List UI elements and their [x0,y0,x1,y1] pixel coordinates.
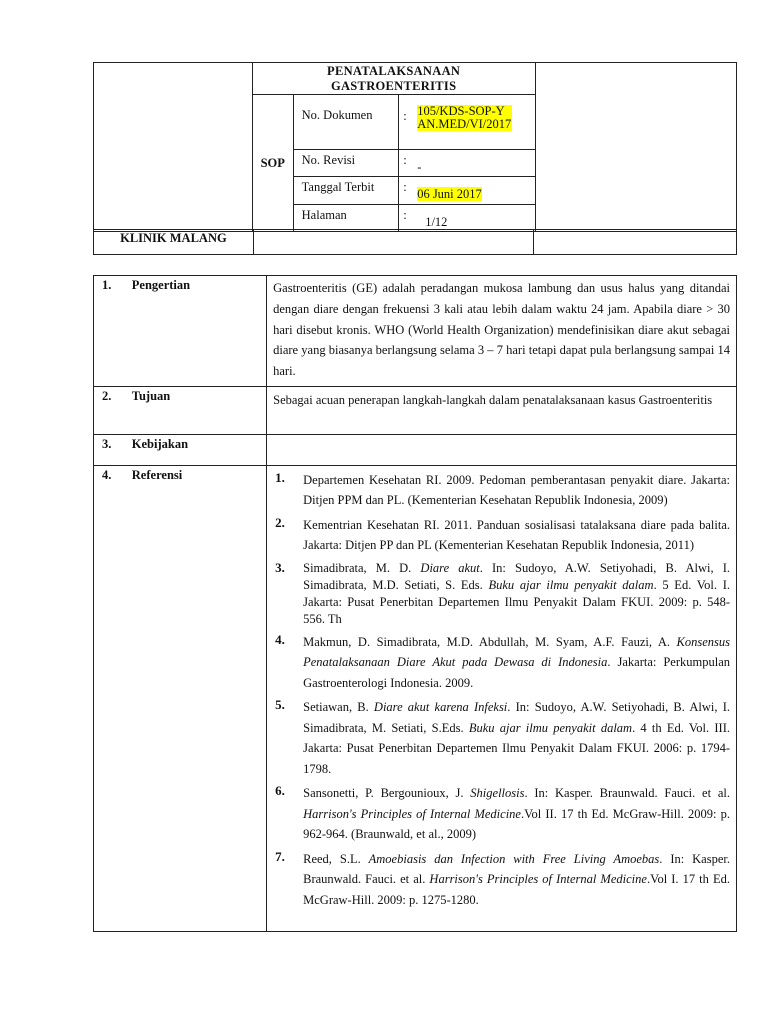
section-number: 1. [94,276,126,387]
section-number: 2. [94,386,126,434]
field-label-halaman: Halaman [293,205,399,232]
section-title-pengertian: Pengertian [126,276,267,387]
reference-text [303,560,730,628]
ref-part: Setiawan, B. [303,700,374,715]
ref-italic: Buku ajar ilmu penyakit dalam [488,577,654,592]
ref-part: Sansonetti, P. Bergounioux, J. [303,786,471,801]
field-label-dokumen: No. Dokumen [293,95,399,150]
ref-part: Kementrian Kesehatan RI. 2011. Panduan sosialisasi tatalaksana diare pada balita. Jakarta: Ditjen PP dan PL (Kementerian Kesehatan Republik Indonesia, 2011) [303,517,730,553]
reference-item [273,849,730,911]
section-title-kebijakan: Kebijakan [126,434,267,465]
reference-text [303,783,730,845]
section-text-tujuan: Sebagai acuan penerapan langkah-langkah dalam penatalaksanaan kasus Gastroenteritis [267,386,737,434]
sop-content-table [93,275,737,932]
ref-part: . 4 th Ed. Vol. III. Jakarta: Pusat Penerbitan Departemen Ilmu Penyakit Dalam FKUI. 2006: p. 1794-1798. [303,720,730,776]
ref-part: . In: Sudoyo, A.W. Setiyohadi, B. Alwi, I. Simadibrata, M. Setiati, S.Eds. [303,700,730,735]
ref-part: Simadibrata, M. D. [303,560,421,575]
ref-part: Reed, S.L. [303,851,369,866]
reference-number: 5. [275,697,285,713]
signature-area [535,63,737,232]
ref-part: . 5 Ed. Vol. I. Jakarta: Pusat Penerbitan Departemen Ilmu Penyakit Dalam FKUI. 2009: p. 548-556. Th [303,577,731,626]
section-number: 3. [94,434,126,465]
reference-text [303,849,730,911]
document-title [252,63,535,95]
reference-item [273,632,730,694]
ref-italic: Amoebiasis dan Infection with Free Living Amoebas [368,851,660,866]
section-text-kebijakan [267,434,737,465]
section-number: 4. [94,465,126,931]
field-value-halaman: 1/12 [417,205,535,232]
ref-part: .Vol I. 17 th Ed. McGraw-Hill. 2009: p. 1275-1280. [303,872,730,907]
logo-area [94,63,253,232]
ref-italic: Diare akut [420,560,480,575]
document-header-table [93,62,737,232]
field-colon: : [399,150,417,177]
ref-part: .Vol II. 17 th Ed. McGraw-Hill. 2009: p. 962-964. (Braunwald, et al., 2009) [303,806,730,842]
ref-italic: Harrison's Principles of Internal Medicine [303,806,521,821]
field-value-revisi: - [417,150,535,177]
klinik-empty-cell-right [534,230,737,255]
reference-number: 4. [275,631,285,647]
field-value-tanggal [417,177,535,205]
field-label-revisi: No. Revisi [293,150,399,177]
reference-item [273,697,730,779]
field-label-tanggal: Tanggal Terbit [293,177,399,205]
ref-italic: Konsensus Penatalaksanaan Diare Akut pada Dewasa di Indonesia [303,634,730,670]
reference-list [267,465,737,931]
ref-part: . In: Kasper. Braunwald. Fauci. et al. [303,851,730,887]
reference-number: 3. [275,559,285,575]
field-colon: : [399,95,417,150]
reference-number: 1. [275,469,285,485]
ref-part: . In: Sudoyo, A.W. Setiyohadi, B. Alwi, I. Simadibrata, M.D. Setiati, S. Eds. [303,560,730,592]
field-colon: : [399,205,417,232]
ref-italic: Diare akut karena Infeksi [373,700,508,715]
klinik-row-table [93,229,737,255]
reference-text [303,697,730,779]
klinik-name: KLINIK MALANG [94,230,254,255]
highlighted-doc-number: 105/KDS-SOP-YAN.MED/VI/2017 [417,104,512,131]
reference-number: 2. [275,514,285,530]
reference-number: 6. [275,783,285,799]
field-value-dokumen [417,95,535,150]
field-colon: : [399,177,417,205]
section-text-pengertian: Gastroenteritis (GE) adalah peradangan mukosa lambung dan usus halus yang ditandai dengan diare dengan frekuensi 3 kali atau lebih dalam waktu 24 jam. Apabila diare > 30 hari disebut kronis. WHO (World Health Organization) mendefinisikan diare akut sebagai diare yang biasanya berlangsung selama 3 – 7 hari tetapi dapat pula berlangsung sampai 14 hari. [267,276,737,387]
ref-italic: Harrison's Principles of Internal Medicine [429,872,647,887]
reference-text [303,632,730,694]
reference-number: 7. [275,848,285,864]
ref-italic: Shigellosis [470,786,525,801]
ref-part: . Jakarta: Perkumpulan Gastroenterologi Indonesia. 2009. [303,655,730,690]
section-title-tujuan: Tujuan [126,386,267,434]
reference-item [273,515,730,556]
section-title-referensi: Referensi [126,465,267,931]
sop-label: SOP [252,95,293,232]
title-line-2: GASTROENTERITIS [330,79,457,93]
ref-italic: Buku ajar ilmu penyakit dalam [468,720,633,735]
ref-part: Makmun, D. Simadibrata, M.D. Abdullah, M. Syam, A.F. Fauzi, A. [303,634,677,649]
title-line-1: PENATALAKSANAAN [327,64,461,78]
reference-item [273,783,730,845]
ref-part: . In: Kasper. Braunwald. Fauci. et al. [524,786,730,801]
reference-text [303,470,730,511]
highlighted-date: 06 Juni 2017 [417,187,482,201]
reference-text [303,515,730,556]
klinik-empty-cell [253,230,534,255]
reference-item [273,560,730,628]
ref-part: Departemen Kesehatan RI. 2009. Pedoman pemberantasan penyakit diare. Jakarta: Ditjen PPM dan PL. (Kementerian Kesehatan Republik Indonesia, 2009) [303,472,730,508]
reference-item [273,470,730,511]
